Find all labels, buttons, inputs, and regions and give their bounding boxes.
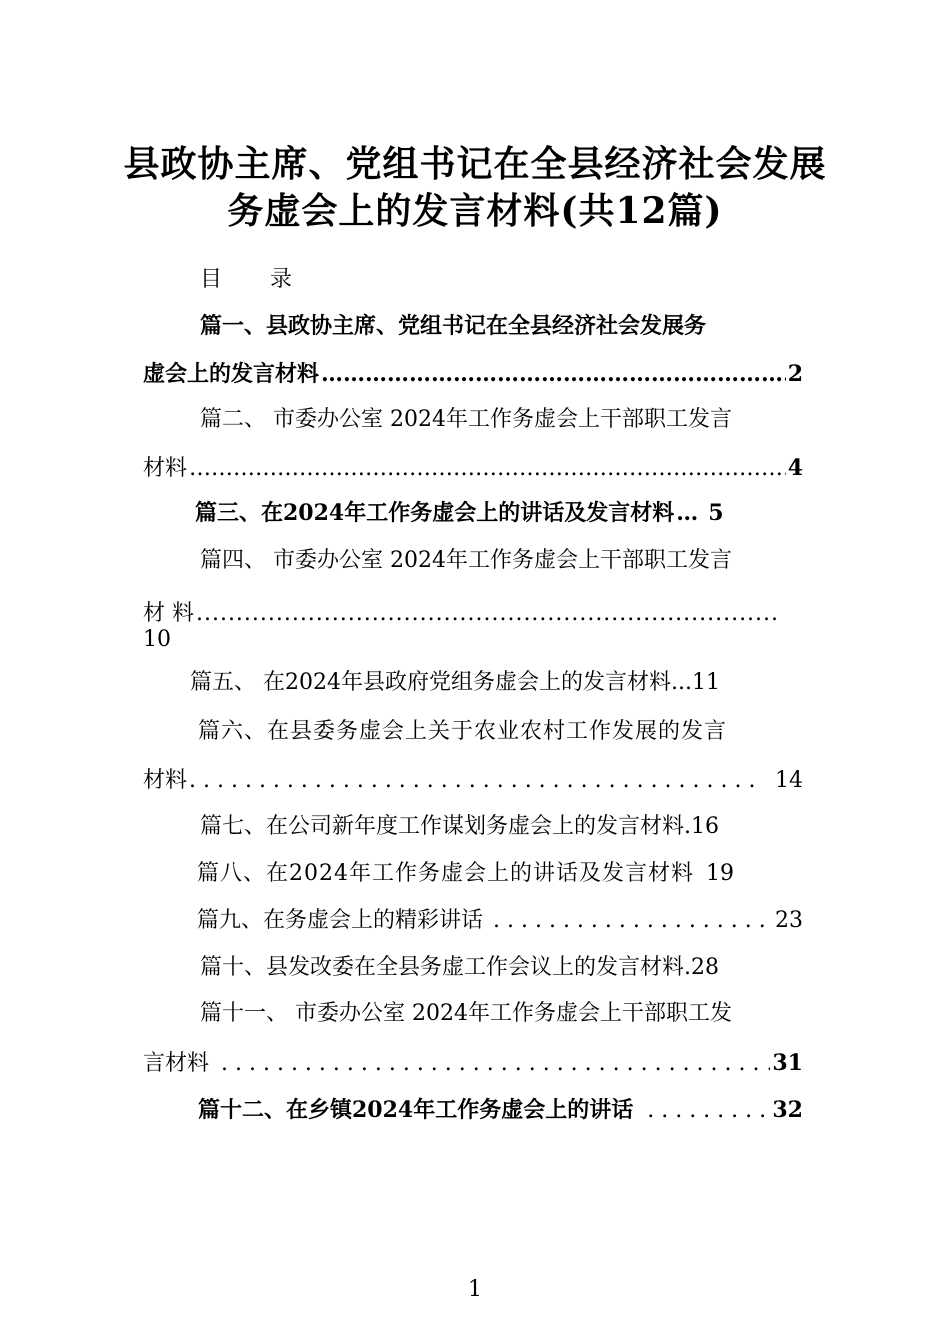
document-title-line-1: 县政协主席、党组书记在全县经济社会发展 <box>123 143 827 185</box>
toc-entry-1-line-1: 篇一、县政协主席、党组书记在全县经济社会发展务 <box>200 313 707 339</box>
toc-entry-6-text: 材料 <box>143 768 188 793</box>
toc-leader-dots <box>189 765 759 797</box>
toc-entry-2-line-2 <box>143 452 803 485</box>
toc-entry-4-text: 材 料 <box>143 601 194 626</box>
toc-leader-dots <box>196 598 781 630</box>
toc-entry-5-text: 篇五、 在2024年县政府党组务虚会上的发言材料 <box>190 670 671 695</box>
toc-entry-12-page: 32 <box>772 1097 803 1123</box>
toc-entry-8 <box>197 858 803 890</box>
toc-entry-7 <box>200 811 803 843</box>
toc-entry-2-line-1: 篇二、 市委办公室 2024年工作务虚会上干部职工发言 <box>200 407 732 432</box>
toc-entry-3-dots: … <box>676 500 699 526</box>
toc-entry-3 <box>195 497 803 529</box>
toc-leader-dots <box>221 1048 770 1080</box>
toc-entry-5-dots: ... <box>670 670 692 695</box>
toc-entry-7-dots: . <box>684 814 692 839</box>
toc-entry-5 <box>190 667 803 699</box>
toc-entry-7-text: 篇七、在公司新年度工作谋划务虚会上的发言材料 <box>200 814 685 839</box>
toc-entry-5-page: 11 <box>691 670 720 695</box>
toc-entry-4-line-2 <box>143 598 783 630</box>
page-number: 1 <box>468 1277 482 1302</box>
toc-entry-2-page: 4 <box>787 455 803 481</box>
toc-entry-6-line-2 <box>143 765 803 797</box>
toc-entry-10 <box>200 952 803 984</box>
toc-entry-1-line-2 <box>143 358 803 390</box>
toc-entry-11-page: 31 <box>772 1050 803 1076</box>
toc-entry-12 <box>198 1094 803 1127</box>
toc-leader-dots <box>647 1095 770 1127</box>
toc-entry-1-text: 虚会上的发言材料 <box>143 361 320 387</box>
toc-entry-9 <box>197 905 803 937</box>
toc-leader-dots <box>189 453 786 485</box>
toc-entry-7-page: 16 <box>691 814 720 839</box>
toc-entry-10-dots: . <box>684 955 692 980</box>
toc-entry-1-page: 2 <box>787 361 803 387</box>
toc-entry-12-text: 篇十二、在乡镇2024年工作务虚会上的讲话 <box>198 1097 634 1123</box>
toc-entry-2-text: 材料 <box>143 456 188 481</box>
toc-entry-9-page: 23 <box>775 908 803 933</box>
toc-entry-3-page: 5 <box>708 500 724 526</box>
toc-entry-10-page: 28 <box>691 955 720 980</box>
toc-entry-10-text: 篇十、县发改委在全县务虚工作会议上的发言材料 <box>200 955 685 980</box>
toc-entry-6-line-1: 篇六、在县委务虚会上关于农业农村工作发展的发言 <box>198 719 728 744</box>
toc-entry-4-line-1: 篇四、 市委办公室 2024年工作务虚会上干部职工发言 <box>200 548 732 573</box>
toc-entry-11-text: 言材料 <box>143 1051 210 1076</box>
toc-entry-9-text: 篇九、在务虚会上的精彩讲话 <box>197 908 484 933</box>
toc-leader-dots <box>321 358 786 390</box>
toc-entry-6-page: 14 <box>775 768 803 793</box>
toc-entry-8-text: 篇八、在2024年工作务虚会上的讲话及发言材料 <box>197 861 694 886</box>
toc-entry-3-text: 篇三、在2024年工作务虚会上的讲话及发言材料 <box>195 500 675 526</box>
toc-heading-char-1: 目 <box>200 267 223 292</box>
toc-leader-dots <box>493 905 773 937</box>
toc-entry-11-line-1: 篇十一、 市委办公室 2024年工作务虚会上干部职工发 <box>200 1001 732 1026</box>
toc-entry-11-line-2 <box>143 1047 803 1080</box>
toc-heading-char-2: 录 <box>270 267 293 292</box>
toc-entry-4-page: 10 <box>143 627 171 652</box>
document-title-line-2: 务虚会上的发言材料(共12篇) <box>227 190 723 232</box>
toc-heading <box>200 262 292 293</box>
toc-entry-8-page: 19 <box>706 861 734 886</box>
